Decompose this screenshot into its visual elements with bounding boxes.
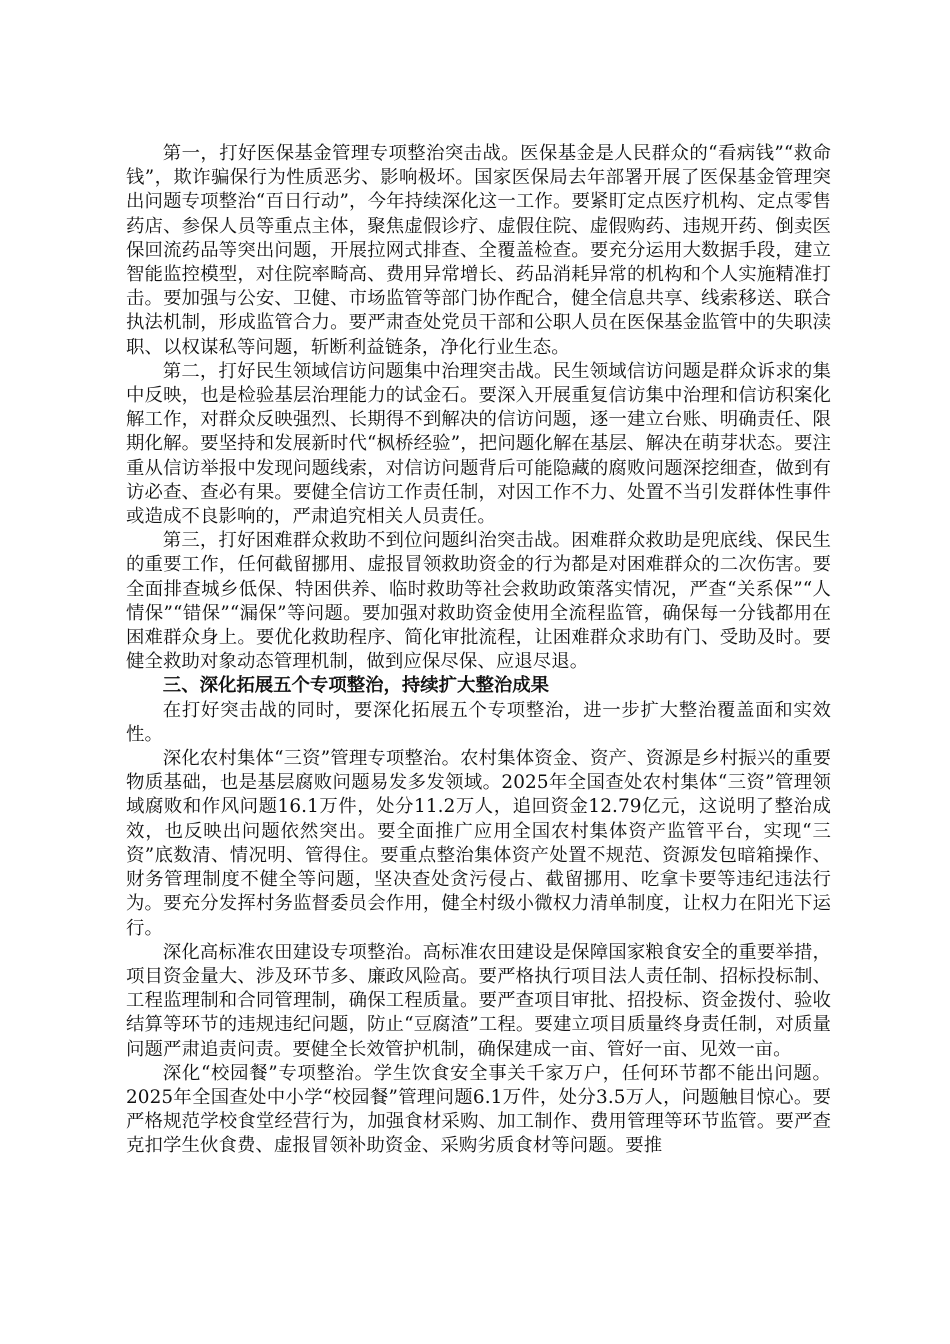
paragraph-farmland-construction: 深化高标准农田建设专项整治。高标准农田建设是保障国家粮食安全的重要举措，项目资金量大、涉及环节多、廉政风险高。要严格执行项目法人责任制、招标投标制、工程监理制和合同管理制，确保工程质量。要严查项目审批、招投标、资金拨付、验收结算等环节的违规违纪问题，防止“豆腐渣”工程。要建立项目质量终身责任制，对质量问题严肃追责问责。要健全长效管护机制，确保建成一亩、管好一亩、见效一亩。 [126,941,831,1060]
paragraph-medical-insurance: 第一，打好医保基金管理专项整治突击战。医保基金是人民群众的“看病钱”“救命钱”，欺诈骗保行为性质恶劣、影响极坏。国家医保局去年部署开展了医保基金管理突出问题专项整治“百日行动”，今年持续深化这一工作。要紧盯定点医疗机构、定点零售药店、参保人员等重点主体，聚焦虚假诊疗、虚假住院、虚假购药、违规开药、倒卖医保回流药品等突出问题，开展拉网式排查、全覆盖检查。要充分运用大数据手段，建立智能监控模型，对住院率畸高、费用异常增长、药品消耗异常的机构和个人实施精准打击。要加强与公安、卫健、市场监管等部门协作配合，健全信息共享、线索移送、联合执法机制，形成监管合力。要严肃查处党员干部和公职人员在医保基金监管中的失职渎职、以权谋私等问题，斩断利益链条，净化行业生态。 [126,143,831,358]
section-heading-three: 三、深化拓展五个专项整治，持续扩大整治成果 [162,675,550,697]
paragraph-rural-assets: 深化农村集体“三资”管理专项整治。农村集体资金、资产、资源是乡村振兴的重要物质基础，也是基层腐败问题易发多发领域。2025年全国查处农村集体“三资”管理领域腐败和作风问题16.1万件，处分11.2万人，追回资金12.79亿元，这说明了整治成效，也反映出问题依然突出。要全面推广应用全国农村集体资产监管平台，实现“三资”底数清、情况明、管得住。要重点整治集体资产处置不规范、资源发包暗箱操作、财务管理制度不健全等问题，坚决查处贪污侵占、截留挪用、吃拿卡要等违纪违法行为。要充分发挥村务监督委员会作用，健全村级小微权力清单制度，让权力在阳光下运行。 [126,748,831,939]
paragraph-section-intro: 在打好突击战的同时，要深化拓展五个专项整治，进一步扩大整治覆盖面和实效性。 [126,699,831,745]
paragraph-petition-governance: 第二，打好民生领域信访问题集中治理突击战。民生领域信访问题是群众诉求的集中反映，也是检验基层治理能力的试金石。要深入开展重复信访集中治理和信访积案化解工作，对群众反映强烈、长期得不到解决的信访问题，逐一建立台账、明确责任、限期化解。要坚持和发展新时代“枫桥经验”，把问题化解在基层、解决在萌芽状态。要注重从信访举报中发现问题线索，对信访问题背后可能隐藏的腐败问题深挖细查，做到有访必查、查必有果。要健全信访工作责任制，对因工作不力、处置不当引发群体性事件或造成不良影响的，严肃追究相关人员责任。 [126,360,831,528]
document-page [126,142,831,1159]
paragraph-school-meals: 深化“校园餐”专项整治。学生饮食安全事关千家万户，任何环节都不能出问题。2025年全国查处中小学“校园餐”管理问题6.1万件，处分3.5万人，问题触目惊心。要严格规范学校食堂经营行为，加强食材采购、加工制作、费用管理等环节监管。要严查克扣学生伙食费、虚报冒领补助资金、采购劣质食材等问题。要推 [126,1062,831,1157]
paragraph-relief-assistance: 第三，打好困难群众救助不到位问题纠治突击战。困难群众救助是兜底线、保民生的重要工作，任何截留挪用、虚报冒领救助资金的行为都是对困难群众的二次伤害。要全面排查城乡低保、特困供养、临时救助等社会救助政策落实情况，严查“关系保”“人情保”“错保”“漏保”等问题。要加强对救助资金使用全流程监管，确保每一分钱都用在困难群众身上。要优化救助程序、简化审批流程，让困难群众求助有门、受助及时。要健全救助对象动态管理机制，做到应保尽保、应退尽退。 [126,530,831,673]
